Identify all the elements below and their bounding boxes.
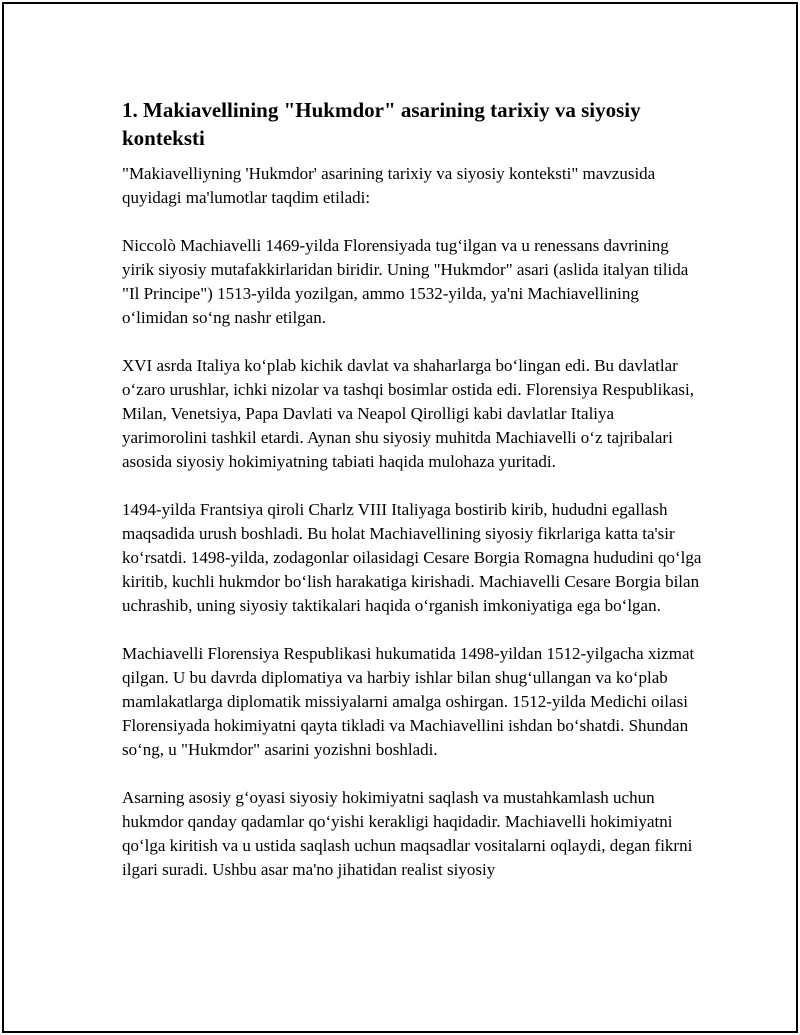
paragraph-florence-service: Machiavelli Florensiya Respublikasi hukumatida 1498-yildan 1512-yilgacha xizmat qilgan. U bu davrda diplomatiya va harbiy ishlar bilan shugʻullangan va koʻplab mamlakatlarga diplomatik missiyalarni amalga oshirgan. 1512-yilda Medichi oilasi Florensiyada hokimiyatni qayta tikladi va Machiavellini ishdan boʻshatdi. Shundan soʻng, u "Hukmdor" asarini yozishni boshladi. xyxy=(122,644,695,759)
paragraph-main-idea: Asarning asosiy gʻoyasi siyosiy hokimiyatni saqlash va mustahkamlash uchun hukmdor qanday qadamlar qoʻyishi kerakligi haqidadir. Machiavelli hokimiyatni qoʻlga kiritish va u ustida saqlash uchun maqsadlar vositalarni oqlaydi, degan fikrni ilgari suradi. Ushbu asar ma'no jihatidan realist siyosiy xyxy=(122,788,693,879)
paragraph-charles-viii: 1494-yilda Frantsiya qiroli Charlz VIII Italiyaga bostirib kirib, hududni egallash maqsadida urush boshladi. Bu holat Machiavellining siyosiy fikrlariga katta ta'sir koʻrsatdi. 1498-yilda, zodagonlar oilasidagi Cesare Borgia Romagna hududini qoʻlga kiritib, kuchli hukmdor boʻlish harakatiga kirishadi. Machiavelli Cesare Borgia bilan uchrashib, uning siyosiy taktikalari haqida oʻrganish imkoniyatiga ega boʻlgan. xyxy=(122,500,702,615)
document-page xyxy=(2,2,798,1033)
paragraph-biography: Niccolò Machiavelli 1469-yilda Florensiyada tugʻilgan va u renessans davrining yirik siyosiy mutafakkirlaridan biridir. Uning "Hukmdor" asari (aslida italyan tilida "Il Principe") 1513-yilda yozilgan, ammo 1532-yilda, ya'ni Machiavellining oʻlimidan soʻng nashr etilgan. xyxy=(122,236,689,327)
document-body xyxy=(122,96,702,906)
section-title: 1. Makiavellining "Hukmdor" asarining tarixiy va siyosiy konteksti xyxy=(122,98,641,150)
paragraph-intro: "Makiavelliyning 'Hukmdor' asarining tarixiy va siyosiy konteksti" mavzusida quyidagi ma'lumotlar taqdim etiladi: xyxy=(122,164,656,207)
paragraph-italy-16th-century: XVI asrda Italiya koʻplab kichik davlat va shaharlarga boʻlingan edi. Bu davlatlar oʻzaro urushlar, ichki nizolar va tashqi bosimlar ostida edi. Florensiya Respublikasi, Milan, Venetsiya, Papa Davlati va Neapol Qirolligi kabi davlatlar Italiya yarimorolini tashkil etardi. Aynan shu siyosiy muhitda Machiavelli oʻz tajribalari asosida siyosiy hokimiyatning tabiati haqida mulohaza yuritadi. xyxy=(122,356,694,471)
